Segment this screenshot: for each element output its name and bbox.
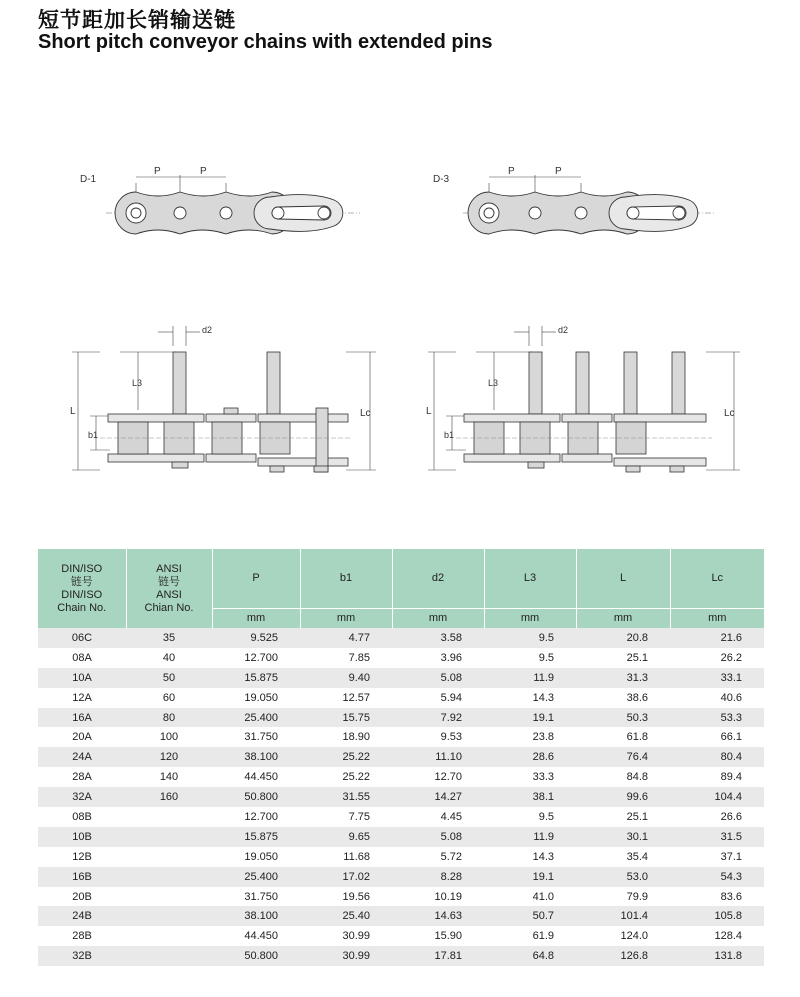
header-l: L	[576, 549, 670, 609]
header-lc: Lc	[670, 549, 764, 609]
header-din	[38, 549, 126, 628]
header-b1: b1	[300, 549, 392, 609]
table-row	[38, 727, 764, 747]
cell-ansi: 60	[126, 688, 212, 708]
l-label-right: L	[426, 406, 432, 417]
cell-lc: 105.8	[670, 906, 764, 926]
cell-lc: 40.6	[670, 688, 764, 708]
lc-label-left: Lc	[360, 408, 371, 419]
cell-din: 20B	[38, 887, 126, 907]
cell-l: 99.6	[576, 787, 670, 807]
cell-ansi: 100	[126, 727, 212, 747]
b1-label-right: b1	[444, 430, 455, 440]
diagram-d1-label: D-1	[80, 174, 97, 185]
cell-p: 12.700	[212, 648, 300, 668]
cell-ansi	[126, 827, 212, 847]
cell-lc: 26.2	[670, 648, 764, 668]
cell-din: 10B	[38, 827, 126, 847]
cell-ansi	[126, 807, 212, 827]
unit-l3: mm	[484, 609, 576, 629]
cell-l3: 50.7	[484, 906, 576, 926]
cell-l: 38.6	[576, 688, 670, 708]
pitch-label-1: P	[154, 166, 161, 177]
header-ansi-line2: 链号	[158, 575, 180, 588]
table-row	[38, 668, 764, 688]
cell-p: 44.450	[212, 926, 300, 946]
cell-l3: 41.0	[484, 887, 576, 907]
cell-lc: 37.1	[670, 847, 764, 867]
cell-l3: 9.5	[484, 648, 576, 668]
cell-l3: 38.1	[484, 787, 576, 807]
cell-p: 31.750	[212, 887, 300, 907]
cell-din: 16B	[38, 867, 126, 887]
cell-p: 31.750	[212, 727, 300, 747]
cell-b1: 25.22	[300, 767, 392, 787]
table-row	[38, 867, 764, 887]
header-p: P	[212, 549, 300, 609]
cell-din: 10A	[38, 668, 126, 688]
cell-din: 12A	[38, 688, 126, 708]
cell-p: 50.800	[212, 946, 300, 966]
cell-d2: 14.63	[392, 906, 484, 926]
table-row	[38, 708, 764, 728]
header-d2: d2	[392, 549, 484, 609]
b1-label-left: b1	[88, 430, 99, 440]
table-row	[38, 747, 764, 767]
cell-lc: 54.3	[670, 867, 764, 887]
cell-lc: 83.6	[670, 887, 764, 907]
pitch-label-3: P	[508, 166, 515, 177]
header-din-line3: DIN/ISO	[61, 588, 103, 601]
unit-d2: mm	[392, 609, 484, 629]
table-row	[38, 648, 764, 668]
cell-p: 19.050	[212, 688, 300, 708]
header-ansi	[126, 549, 212, 628]
cell-l: 25.1	[576, 807, 670, 827]
cell-ansi	[126, 867, 212, 887]
cell-ansi	[126, 906, 212, 926]
cell-l: 50.3	[576, 708, 670, 728]
unit-p: mm	[212, 609, 300, 629]
cell-l3: 19.1	[484, 708, 576, 728]
cell-b1: 7.75	[300, 807, 392, 827]
header-ansi-line3: ANSI	[156, 588, 182, 601]
cell-ansi	[126, 946, 212, 966]
cell-b1: 7.85	[300, 648, 392, 668]
cell-din: 12B	[38, 847, 126, 867]
cell-p: 38.100	[212, 906, 300, 926]
cell-b1: 19.56	[300, 887, 392, 907]
cell-l: 79.9	[576, 887, 670, 907]
cell-p: 15.875	[212, 668, 300, 688]
cell-l3: 33.3	[484, 767, 576, 787]
cell-din: 08A	[38, 648, 126, 668]
cell-lc: 128.4	[670, 926, 764, 946]
cell-ansi	[126, 926, 212, 946]
lc-label-right: Lc	[724, 408, 735, 419]
cell-b1: 12.57	[300, 688, 392, 708]
cell-din: 32B	[38, 946, 126, 966]
cell-lc: 33.1	[670, 668, 764, 688]
pitch-label-2: P	[200, 166, 207, 177]
cell-lc: 131.8	[670, 946, 764, 966]
table-row	[38, 688, 764, 708]
cell-l: 20.8	[576, 628, 670, 648]
cell-b1: 18.90	[300, 727, 392, 747]
cell-d2: 17.81	[392, 946, 484, 966]
cell-b1: 9.65	[300, 827, 392, 847]
cell-d2: 15.90	[392, 926, 484, 946]
cell-d2: 7.92	[392, 708, 484, 728]
cell-b1: 25.40	[300, 906, 392, 926]
cell-l3: 14.3	[484, 847, 576, 867]
table-row	[38, 628, 764, 648]
cell-ansi: 50	[126, 668, 212, 688]
cell-p: 50.800	[212, 787, 300, 807]
cell-ansi: 160	[126, 787, 212, 807]
diagram-d1-side-view	[60, 318, 380, 478]
cell-d2: 4.45	[392, 807, 484, 827]
pitch-label-4: P	[555, 166, 562, 177]
cell-l: 30.1	[576, 827, 670, 847]
diagram-d1-top-view	[70, 155, 360, 245]
cell-l: 124.0	[576, 926, 670, 946]
table-row	[38, 787, 764, 807]
cell-lc: 21.6	[670, 628, 764, 648]
cell-p: 44.450	[212, 767, 300, 787]
l3-label-left: L3	[132, 378, 143, 388]
cell-p: 15.875	[212, 827, 300, 847]
cell-l3: 61.9	[484, 926, 576, 946]
cell-l: 35.4	[576, 847, 670, 867]
cell-l3: 9.5	[484, 628, 576, 648]
cell-d2: 5.08	[392, 668, 484, 688]
cell-l: 61.8	[576, 727, 670, 747]
table-row	[38, 827, 764, 847]
cell-l3: 23.8	[484, 727, 576, 747]
cell-b1: 17.02	[300, 867, 392, 887]
header-l3: L3	[484, 549, 576, 609]
cell-l: 76.4	[576, 747, 670, 767]
cell-p: 25.400	[212, 708, 300, 728]
table-row	[38, 767, 764, 787]
cell-ansi	[126, 887, 212, 907]
cell-l3: 28.6	[484, 747, 576, 767]
cell-lc: 80.4	[670, 747, 764, 767]
cell-b1: 30.99	[300, 926, 392, 946]
cell-d2: 5.08	[392, 827, 484, 847]
cell-ansi: 140	[126, 767, 212, 787]
cell-p: 25.400	[212, 867, 300, 887]
cell-l3: 19.1	[484, 867, 576, 887]
cell-l: 31.3	[576, 668, 670, 688]
cell-lc: 66.1	[670, 727, 764, 747]
cell-d2: 12.70	[392, 767, 484, 787]
cell-d2: 3.96	[392, 648, 484, 668]
cell-l: 53.0	[576, 867, 670, 887]
title-english: Short pitch conveyor chains with extended pins	[38, 31, 493, 53]
cell-p: 9.525	[212, 628, 300, 648]
table-row	[38, 926, 764, 946]
spec-table	[38, 549, 764, 966]
cell-din: 28B	[38, 926, 126, 946]
cell-b1: 9.40	[300, 668, 392, 688]
cell-lc: 89.4	[670, 767, 764, 787]
cell-p: 19.050	[212, 847, 300, 867]
cell-l: 84.8	[576, 767, 670, 787]
d2-label-right: d2	[558, 325, 569, 335]
table-row	[38, 887, 764, 907]
cell-l: 126.8	[576, 946, 670, 966]
cell-ansi: 35	[126, 628, 212, 648]
cell-l3: 9.5	[484, 807, 576, 827]
table-row	[38, 807, 764, 827]
cell-b1: 25.22	[300, 747, 392, 767]
cell-din: 20A	[38, 727, 126, 747]
cell-din: 24A	[38, 747, 126, 767]
cell-din: 32A	[38, 787, 126, 807]
unit-l: mm	[576, 609, 670, 629]
cell-din: 16A	[38, 708, 126, 728]
cell-ansi: 80	[126, 708, 212, 728]
table-row	[38, 946, 764, 966]
header-din-line1: DIN/ISO	[61, 562, 103, 575]
diagram-d3-side-view	[416, 318, 746, 478]
cell-b1: 30.99	[300, 946, 392, 966]
diagram-d3-top-view	[425, 155, 715, 245]
cell-ansi	[126, 847, 212, 867]
cell-d2: 5.72	[392, 847, 484, 867]
cell-l3: 14.3	[484, 688, 576, 708]
table-row	[38, 906, 764, 926]
cell-b1: 15.75	[300, 708, 392, 728]
cell-b1: 11.68	[300, 847, 392, 867]
cell-b1: 31.55	[300, 787, 392, 807]
cell-din: 08B	[38, 807, 126, 827]
header-din-line4: Chain No.	[57, 601, 107, 614]
cell-d2: 14.27	[392, 787, 484, 807]
cell-d2: 11.10	[392, 747, 484, 767]
spec-table-body	[38, 628, 764, 966]
header-ansi-line1: ANSI	[156, 562, 182, 575]
cell-d2: 9.53	[392, 727, 484, 747]
table-row	[38, 847, 764, 867]
cell-d2: 10.19	[392, 887, 484, 907]
d2-label-left: d2	[202, 325, 213, 335]
cell-l3: 11.9	[484, 668, 576, 688]
cell-l: 101.4	[576, 906, 670, 926]
cell-p: 12.700	[212, 807, 300, 827]
header-ansi-line4: Chian No.	[144, 601, 194, 614]
cell-l3: 11.9	[484, 827, 576, 847]
cell-l3: 64.8	[484, 946, 576, 966]
cell-l: 25.1	[576, 648, 670, 668]
cell-din: 06C	[38, 628, 126, 648]
l3-label-right: L3	[488, 378, 499, 388]
l-label-left: L	[70, 406, 76, 417]
unit-lc: mm	[670, 609, 764, 629]
cell-din: 28A	[38, 767, 126, 787]
cell-d2: 8.28	[392, 867, 484, 887]
cell-b1: 4.77	[300, 628, 392, 648]
cell-lc: 31.5	[670, 827, 764, 847]
cell-lc: 104.4	[670, 787, 764, 807]
cell-lc: 53.3	[670, 708, 764, 728]
cell-din: 24B	[38, 906, 126, 926]
cell-ansi: 120	[126, 747, 212, 767]
cell-d2: 3.58	[392, 628, 484, 648]
header-din-line2: 链号	[70, 575, 93, 588]
cell-ansi: 40	[126, 648, 212, 668]
unit-b1: mm	[300, 609, 392, 629]
title-chinese: 短节距加长销输送链	[38, 8, 236, 32]
cell-p: 38.100	[212, 747, 300, 767]
cell-d2: 5.94	[392, 688, 484, 708]
diagram-d3-label: D-3	[433, 174, 450, 185]
cell-lc: 26.6	[670, 807, 764, 827]
